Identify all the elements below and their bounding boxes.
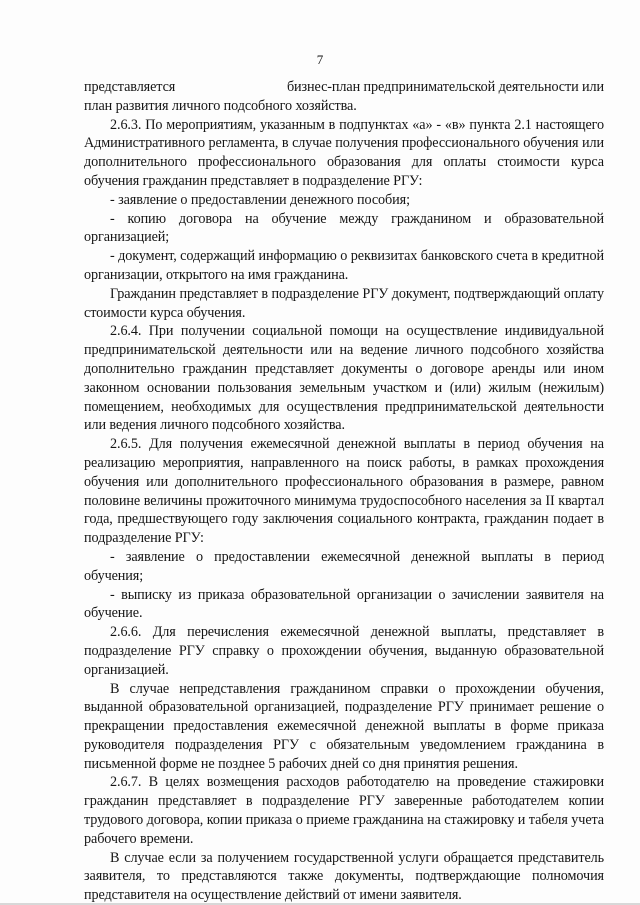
list-item-monthly-payment-application: - заявление о предоставлении ежемесячной денежной выплаты в период обучения; <box>84 548 604 584</box>
paragraph-continuation: план развития личного подсобного хозяйства. <box>84 97 357 114</box>
paragraph-2-6-4: 2.6.4. При получении социальной помощи на осуществление индивидуальной предпринимательской деятельности или на ведение личного подсобного хозяйства дополнительно гражданин представляет документы о договоре аренды или ином законном основании пользования земельным участком и (или) жилым (нежилым) помещением, необходимых для осуществления предпринимательской деятельности или ведения личного подсобного хозяйства. <box>84 323 604 434</box>
document-body <box>84 78 604 905</box>
paragraph-2-6-6: 2.6.6. Для перечисления ежемесячной денежной выплаты, представляет в подразделение РГУ справку о прохождении обучения, выданную образовательной организацией. <box>84 624 604 678</box>
list-item-enrollment-extract: - выписку из приказа образовательной организации о зачислении заявителя на обучение. <box>84 586 604 622</box>
paragraph-2-6-5: 2.6.5. Для получения ежемесячной денежной выплаты в период обучения на реализацию мероприятия, направленного на поиск работы, в рамках прохождения обучения или дополнительного профессионального образования в размере, равном половине величины прожиточного минимума трудоспособного населения за II квартал года, предшествующего году заключения социального контракта, гражданин подает в подразделение РГУ: <box>84 436 604 547</box>
list-item-bank-details: - документ, содержащий информацию о реквизитах банковского счета в кредитной организации, открытого на имя гражданина. <box>84 248 604 283</box>
continuation-rest: бизнес-план предпринимательской деятельности или <box>286 79 604 95</box>
paragraph-representative: В случае если за получением государственной услуги обращается представитель заявителя, то представляются также документы, подтверждающие полномочия представителя на осуществление действий от имени заявителя. <box>84 849 604 904</box>
paragraph-nonsubmission: В случае непредставления гражданином справки о прохождении обучения, выданной образовательной организацией, подразделение РГУ принимает решение о прекращении предоставления ежемесячной денежной выплаты в форме приказа руководителя подразделения РГУ с обязательным уведомлением гражданина в письменной форме не позднее 5 рабочих дней со дня принятия решения. <box>84 680 604 772</box>
list-item-application: - заявление о предоставлении денежного пособия; <box>110 191 410 208</box>
paragraph-payment-confirmation: Гражданин представляет в подразделение РГУ документ, подтверждающий оплату стоимости курса обучения. <box>84 285 604 321</box>
list-item-contract-copy: - копию договора на обучение между гражданином и образовательной организацией; <box>84 210 604 246</box>
paragraph-continuation-line <box>84 78 604 97</box>
paragraph-2-6-3: 2.6.3. По мероприятиям, указанным в подпунктах «а» - «в» пункта 2.1 настоящего Административного регламента, в случае получения профессионального обучения или дополнительного профессионального образования для оплаты стоимости курса обучения гражданин представляет в подразделение РГУ: <box>84 116 604 189</box>
continuation-word: представляется <box>84 79 176 95</box>
page-number: 7 <box>316 52 324 67</box>
paragraph-2-6-7: 2.6.7. В целях возмещения расходов работодателю на проведение стажировки гражданин представляет в подразделение РГУ заверенные работодателем копии трудового договора, копии приказа о приеме гражданина на стажировку и табеля учета рабочего времени. <box>84 774 604 847</box>
